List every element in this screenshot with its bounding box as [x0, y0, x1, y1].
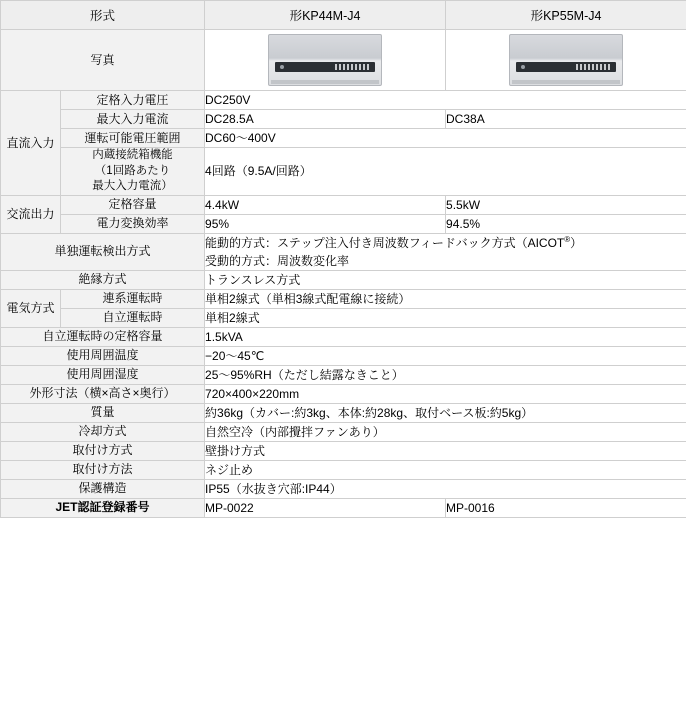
- row-value-5-b: 94.5%: [446, 214, 686, 233]
- row-value-5-a: 95%: [205, 214, 446, 233]
- islanding-detection-value: [205, 233, 686, 270]
- table-row-max-input-current: [1, 110, 686, 129]
- single-row-value-1: 1.5kVA: [205, 327, 686, 346]
- row-value-1-a: DC28.5A: [205, 110, 446, 129]
- row-label-4: 定格容量: [61, 195, 205, 214]
- group-label-ac-output: 交流出力: [1, 195, 61, 233]
- single-row-label-8: 取付け方法: [1, 460, 205, 479]
- table-row-grid-connected: [1, 289, 686, 308]
- table-row-builtin-junction-box: [1, 148, 686, 196]
- islanding-line2: 受動的方式：周波数変化率: [205, 253, 350, 268]
- table-row-ambient-temperature: [1, 346, 686, 365]
- table-row-mounting-method: [1, 441, 686, 460]
- table-row-insulation: [1, 270, 686, 289]
- table-row-dimensions: [1, 384, 686, 403]
- table-row-jet-number: [1, 498, 686, 517]
- table-row-protection: [1, 479, 686, 498]
- single-row-label-6: 冷却方式: [1, 422, 205, 441]
- single-row-label-2: 使用周囲温度: [1, 346, 205, 365]
- table-row-mass: [1, 403, 686, 422]
- single-row-label-9: 保護構造: [1, 479, 205, 498]
- row-label-2: 運転可能電圧範囲: [61, 129, 205, 148]
- table-row-rated-capacity: [1, 195, 686, 214]
- header-model-a: 形KP44M-J4: [205, 1, 446, 30]
- islanding-line1-pre: 能動的方式：ステップ注入付き周波数フィードバック方式（AICOT: [205, 235, 565, 250]
- row-label-1: 最大入力電流: [61, 110, 205, 129]
- row-label-3-line2: （1回路あたり: [94, 164, 171, 177]
- single-row-label-0: 絶縁方式: [1, 270, 205, 289]
- photo-row-label: 写真: [1, 30, 205, 91]
- photo-cell-b: [446, 30, 686, 91]
- row-value-2-a: DC60〜400V: [205, 129, 686, 148]
- row-label-7: 自立運転時: [61, 308, 205, 327]
- islanding-detection-label: 単独運転検出方式: [1, 233, 205, 270]
- single-row-value-8: ネジ止め: [205, 460, 686, 479]
- islanding-line1-post: ）: [570, 235, 583, 250]
- solar-inverter-photo-icon: [268, 34, 382, 86]
- row-label-3-line3: 最大入力電流）: [92, 180, 173, 193]
- jet-row-label: JET認証登録番号: [1, 498, 205, 517]
- single-row-value-3: 25〜95%RH（ただし結露なきこと）: [205, 365, 686, 384]
- table-row-islanding-detection: [1, 233, 686, 270]
- table-row-ambient-humidity: [1, 365, 686, 384]
- single-row-value-0: トランスレス方式: [205, 270, 686, 289]
- row-label-3: [61, 148, 205, 196]
- single-row-label-4: 外形寸法（横×高さ×奥行）: [1, 384, 205, 403]
- group-label-dc-input: 直流入力: [1, 91, 61, 196]
- single-row-value-5: 約36kg（カバー:約3kg、本体:約28kg、取付ベース板:約5kg）: [205, 403, 686, 422]
- jet-row-value-b: MP-0016: [446, 498, 686, 517]
- header-type-label: 形式: [1, 1, 205, 30]
- row-value-6-a: 単相2線式（単相3線式配電線に接続）: [205, 289, 686, 308]
- single-row-label-7: 取付け方式: [1, 441, 205, 460]
- row-label-0: 定格入力電圧: [61, 91, 205, 110]
- table-row-conversion-efficiency: [1, 214, 686, 233]
- photo-cell-a: [205, 30, 446, 91]
- single-row-value-2: −20〜45℃: [205, 346, 686, 365]
- registered-trademark-icon: ®: [564, 234, 571, 244]
- table-row-standalone: [1, 308, 686, 327]
- table-row-rated-input-voltage: [1, 91, 686, 110]
- table-row-cooling: [1, 422, 686, 441]
- single-row-value-4: 720×400×220mm: [205, 384, 686, 403]
- table-row-header: [1, 1, 686, 30]
- jet-row-value-a: MP-0022: [205, 498, 446, 517]
- row-value-1-b: DC38A: [446, 110, 686, 129]
- row-label-6: 連系運転時: [61, 289, 205, 308]
- group-label-electrical: 電気方式: [1, 289, 61, 327]
- row-value-3-a: 4回路（9.5A/回路）: [205, 148, 686, 196]
- single-row-value-9: IP55（水抜き穴部:IP44）: [205, 479, 686, 498]
- single-row-value-6: 自然空冷（内部攪拌ファンあり）: [205, 422, 686, 441]
- table-row-standalone-capacity: [1, 327, 686, 346]
- table-row-mounting-procedure: [1, 460, 686, 479]
- single-row-label-1: 自立運転時の定格容量: [1, 327, 205, 346]
- row-label-3-line1: 内蔵接続箱機能: [92, 149, 173, 161]
- row-value-0-a: DC250V: [205, 91, 686, 110]
- row-value-7-a: 単相2線式: [205, 308, 686, 327]
- table-row-operating-voltage-range: [1, 129, 686, 148]
- header-model-b: 形KP55M-J4: [446, 1, 686, 30]
- row-value-4-b: 5.5kW: [446, 195, 686, 214]
- row-value-4-a: 4.4kW: [205, 195, 446, 214]
- single-row-label-3: 使用周囲湿度: [1, 365, 205, 384]
- single-row-label-5: 質量: [1, 403, 205, 422]
- solar-inverter-photo-icon: [509, 34, 623, 86]
- table-row-photo: [1, 30, 686, 91]
- single-row-value-7: 壁掛け方式: [205, 441, 686, 460]
- row-label-5: 電力変換効率: [61, 214, 205, 233]
